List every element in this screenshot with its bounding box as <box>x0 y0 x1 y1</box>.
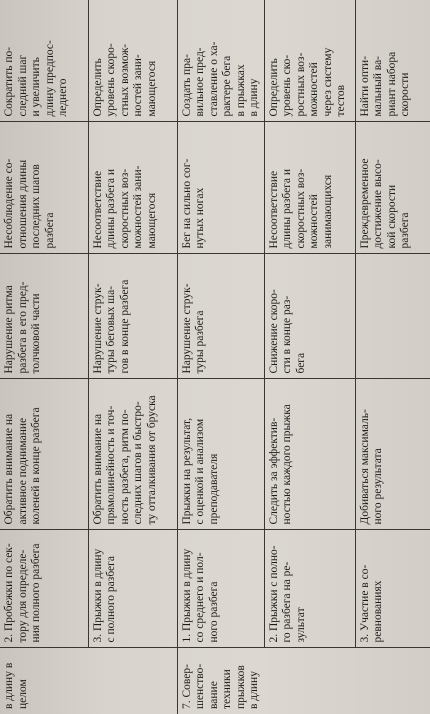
fix-text: Сократить по- следний шаг и увеличить длину предпос- леднего <box>3 40 69 117</box>
error-cell <box>88 254 177 379</box>
attention-cell <box>177 379 264 530</box>
attention-text: Добиваться максималь- ного результата <box>358 409 384 525</box>
table-row <box>264 0 355 714</box>
fix-cell <box>0 0 88 122</box>
fix-text: Создать пра- вильное пред- ставление о ха- рактере бега в прыжках в длину <box>180 41 260 117</box>
error-text: Нарушение струк- туры беговых ша- гов в конце разбега <box>91 279 131 374</box>
section-cell <box>88 648 177 714</box>
attention-text: Следить за эффектив- ностью каждого прыжка <box>267 404 293 525</box>
exercise-cell <box>88 530 177 648</box>
cause-cell <box>264 122 355 254</box>
error-cell <box>264 254 355 379</box>
exercise-cell <box>0 530 88 648</box>
section-cell <box>0 648 88 714</box>
fix-text: Найти опти- мальный ва- риант набора скорости <box>358 51 411 117</box>
section-cell <box>355 648 430 714</box>
table-row <box>0 0 88 714</box>
exercise-text: 2. Пробежки по сек- тору для определе- ния полного разбега <box>3 543 42 643</box>
exercise-cell <box>264 530 355 648</box>
attention-text: Прыжки на результат, с оценкой и анализом преподавателя <box>180 417 220 525</box>
error-cell <box>0 254 88 379</box>
exercise-text: 2. Прыжки с полно- го разбега на ре- зультат <box>267 545 307 643</box>
section-text: 7. Совер- шенство- вание техники прыжков в длину <box>180 663 260 709</box>
exercise-text: 3. Прыжки в длину с полного разбега <box>91 548 117 643</box>
error-text: Нарушение ритма разбега в его пред- толчковой части <box>3 281 42 374</box>
table-row <box>88 0 177 714</box>
cause-text: Несоответствие длины разбега и скоростных воз- можностей занимающихся <box>267 168 334 249</box>
section-cell <box>177 648 264 714</box>
exercise-cell <box>355 530 430 648</box>
fix-cell <box>355 0 430 122</box>
exercise-cell <box>177 530 264 648</box>
fix-cell <box>88 0 177 122</box>
cause-cell <box>0 122 88 254</box>
cause-cell <box>355 122 430 254</box>
error-text: Снижение скоро- сти в конце раз- бега <box>267 289 307 374</box>
attention-cell <box>355 379 430 530</box>
attention-text: Обратить внимание на прямолинейность и точ- ность разбега, ритм по- следних шагов и быстро- ту отталкивания от бруска <box>91 395 158 525</box>
attention-cell <box>0 379 88 530</box>
cause-cell <box>88 122 177 254</box>
attention-cell <box>88 379 177 530</box>
attention-cell <box>264 379 355 530</box>
fix-text: Определить уровень ско- ростных воз- можностей через систему тестов <box>267 47 347 117</box>
fix-cell <box>264 0 355 122</box>
table-row <box>355 0 430 714</box>
error-text: Нарушение струк- туры разбега <box>180 283 206 374</box>
section-text: в длину в целом <box>3 662 29 709</box>
error-cell <box>177 254 264 379</box>
exercise-text: 3. Участие в со- ревнованиях <box>358 564 384 643</box>
cause-cell <box>177 122 264 254</box>
table-row <box>177 0 264 714</box>
cause-text: Бег на сильно сог- нутых ногах <box>180 158 206 249</box>
fix-text: Определить уровень скоро- стных возмож- ностей зани- мающегося <box>91 43 158 117</box>
error-cell <box>355 254 430 379</box>
attention-text: Обратить внимание на активное поднимание коленей в конце разбега <box>3 407 42 525</box>
fix-cell <box>177 0 264 122</box>
section-cell <box>264 648 355 714</box>
cause-text: Преждевременное достижение высо- кой скорости разбега <box>358 158 411 249</box>
cause-text: Несоблюдение со- отношения длины последних шагов разбега <box>3 158 56 249</box>
cause-text: Несоответствие длины разбега и скоростных воз- можностей зани- мающегося <box>91 165 158 249</box>
exercise-text: 1. Прыжки в длину со среднего и пол- ного разбега <box>180 548 220 643</box>
